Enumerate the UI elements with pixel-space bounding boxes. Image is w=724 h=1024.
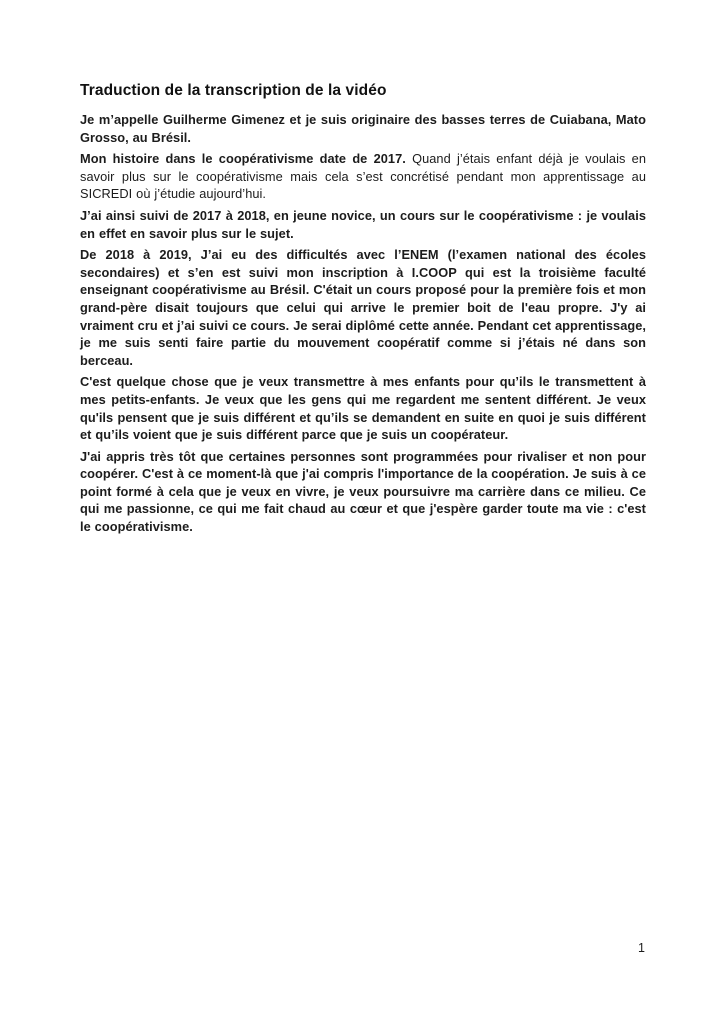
text-run: C'est quelque chose que je veux transmettre à mes enfants pour qu’ils le transmettent à mes petits-enfants. Je veux que les gens qui me regardent me sentent différent. Je veux qu'ils pensent que je suis différent et qu’ils se demandent en suite en quoi je suis différent et qu’ils voient que je suis différent parce que je suis un coopérateur. (80, 374, 646, 443)
document-title: Traduction de la transcription de la vidéo (80, 82, 387, 99)
document-content (80, 82, 646, 540)
paragraph (80, 150, 646, 203)
paragraph (80, 207, 646, 242)
page-number: 1 (638, 941, 645, 955)
text-run: Mon histoire dans le coopérativisme date de 2017. (80, 151, 406, 167)
paragraph (80, 111, 646, 146)
text-run: J'ai appris très tôt que certaines personnes sont programmées pour rivaliser et non pour coopérer. C'est à ce moment-là que j'ai compris l'importance de la coopération. Je suis à ce point formé à cela que je veux en vivre, je veux poursuivre ma carrière dans ce milieu. Ce qui me passionne, ce qui me fait chaud au cœur et que j'espère garder toute ma vie : c'est le coopérativisme. (80, 448, 646, 535)
text-run: J’ai ainsi suivi de 2017 à 2018, en jeune novice, un cours sur le coopérativisme : je voulais en effet en savoir plus sur le sujet. (80, 207, 646, 241)
text-run: Je m’appelle Guilherme Gimenez et je suis originaire des basses terres de Cuiabana, Mato Grosso, au Brésil. (80, 112, 646, 145)
paragraph (80, 373, 646, 443)
paragraph (80, 246, 646, 369)
text-run: De 2018 à 2019, J’ai eu des difficultés avec l’ENEM (l’examen national des écoles secondaires) et s’en est suivi mon inscription à I.COOP qui est la troisième faculté enseignant coopérativisme au Brésil. C'était un cours proposé pour la première fois et mon grand-père disait toujours que celui qui arrive le premier boit de l'eau propre. J'y ai vraiment cru et j’ai suivi ce cours. Je serai diplômé cette année. Pendant cet apprentissage, je me suis senti faire partie du mouvement coopératif comme si j’étais né dans son berceau. (80, 247, 646, 368)
document-paragraphs (80, 111, 646, 536)
paragraph (80, 448, 646, 536)
text-run: Quand j’étais enfant déjà je voulais en savoir plus sur le coopérativisme mais cela s’est concrétisé pendant mon apprentissage au SICREDI où j’étudie aujourd’hui. (80, 151, 646, 202)
